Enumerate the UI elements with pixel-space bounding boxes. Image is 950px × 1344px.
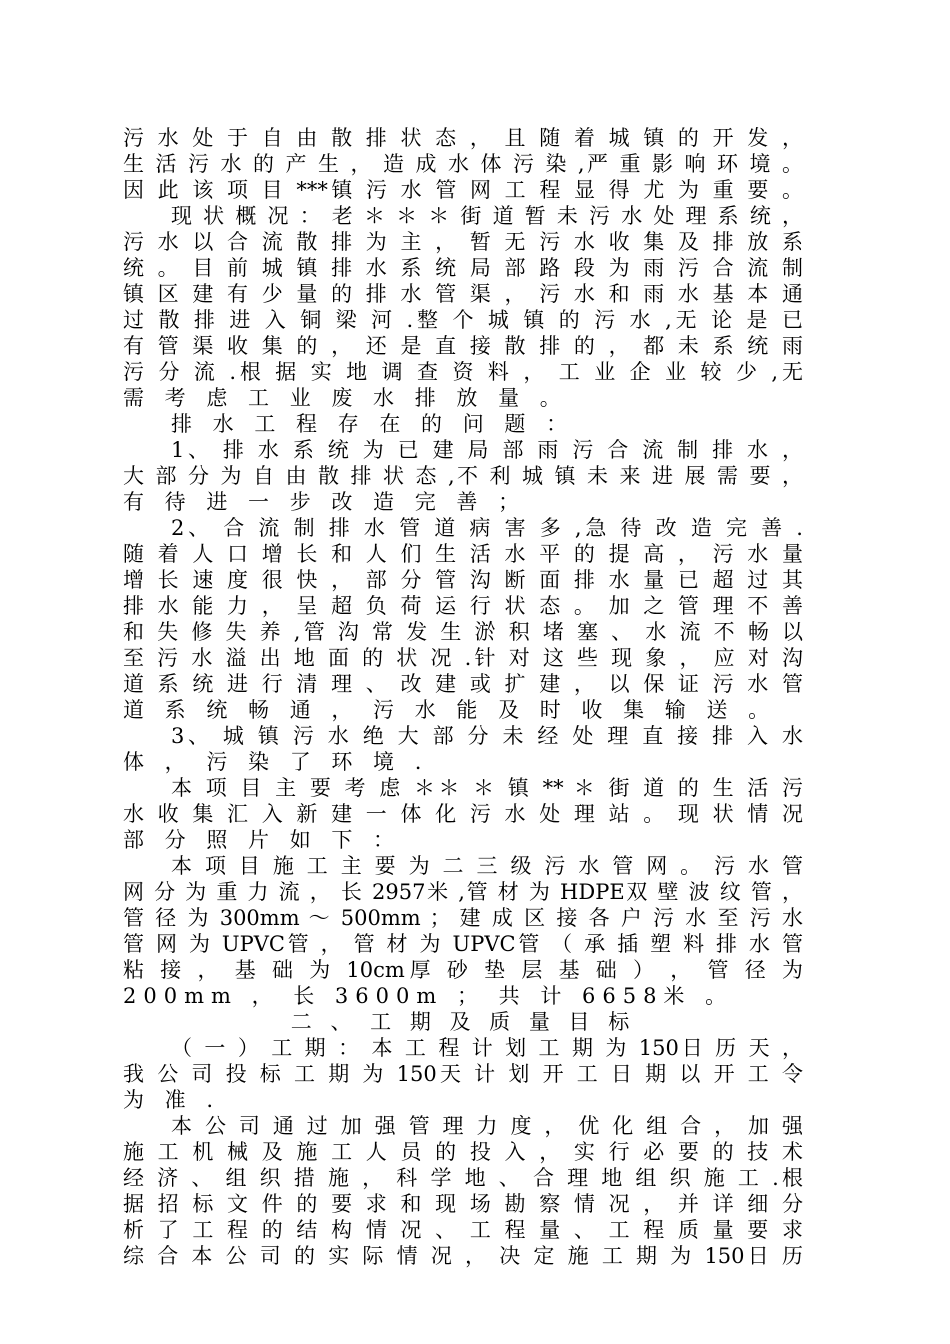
text-line: 需 考 虑 工 业 废 水 排 放 量 。 [123,386,568,410]
text-line: 大 部 分 为 自 由 散 排 状 态 ,不 利 城 镇 未 来 进 展 需 要 ， [123,464,803,488]
text-line: 综 合 本 公 司 的 实 际 情 况 ， 决 定 施 工 期 为 150日 历 [123,1244,803,1268]
text-line: 本 项 目 施 工 主 要 为 二 三 级 污 水 管 网 。 污 水 管 [171,854,803,878]
text-line: 部 分 照 片 如 下 ： [123,828,402,852]
text-line: 200mm ， 长 3600m ； 共 计 6658米 。 [123,984,734,1008]
text-line: 道 系 统 畅 通 ， 污 水 能 及 时 收 集 输 送 。 [123,698,777,722]
text-line: 有 待 进 一 步 改 造 完 善 ； [123,490,527,514]
text-line: 统 。 目 前 城 镇 排 水 系 统 局 部 路 段 为 雨 污 合 流 制 [123,256,803,280]
text-line: 管 径 为 300mm ～ 500mm ； 建 成 区 接 各 户 污 水 至 污 水 [123,906,803,930]
text-line: 水 收 集 汇 入 新 建 一 体 化 污 水 处 理 站 。 现 状 情 况 [123,802,803,826]
text-line: （ 一 ） 工 期 ： 本 工 程 计 划 工 期 为 150日 历 天 ， [171,1036,803,1060]
text-line: 污 水 处 于 自 由 散 排 状 态 ， 且 随 着 城 镇 的 开 发 ， [123,126,803,150]
text-line: 镇 区 建 有 少 量 的 排 水 管 渠 ， 污 水 和 雨 水 基 本 通 [123,282,803,306]
text-line: 道 系 统 进 行 清 理 、 改 建 或 扩 建 ， 以 保 证 污 水 管 [123,672,803,696]
text-line: 经 济 、 组 织 措 施 ， 科 学 地 、 合 理 地 组 织 施 工 .根 [123,1166,803,1190]
text-line: 有 管 渠 收 集 的 ， 还 是 直 接 散 排 的 ， 都 未 系 统 雨 [123,334,803,358]
text-line: 粘 接 ， 基 础 为 10cm厚 砂 垫 层 基 础 ） ， 管 径 为 [123,958,803,982]
text-line: 过 散 排 进 入 铜 梁 河 .整 个 城 镇 的 污 水 ,无 论 是 已 [123,308,803,332]
text-line: 现 状 概 况 ： 老 ＊ ＊ ＊ 街 道 暂 未 污 水 处 理 系 统 ， [171,204,803,228]
text-line: 随 着 人 口 增 长 和 人 们 生 活 水 平 的 提 高 ， 污 水 量 [123,542,803,566]
text-line: 2、 合 流 制 排 水 管 道 病 害 多 ,急 待 改 造 完 善 . [171,516,803,540]
text-line: 本 项 目 主 要 考 虑 ＊＊ ＊ 镇 ** ＊ 街 道 的 生 活 污 [171,776,803,800]
text-line: 管 网 为 UPVC管 ， 管 材 为 UPVC管 （ 承 插 塑 料 排 水 管 [123,932,803,956]
text-line: 据 招 标 文 件 的 要 求 和 现 场 勘 察 情 况 ， 并 详 细 分 [123,1192,803,1216]
text-line: 3、 城 镇 污 水 绝 大 部 分 未 经 处 理 直 接 排 入 水 [171,724,803,748]
text-line: 增 长 速 度 很 快 ， 部 分 管 沟 断 面 排 水 量 已 超 过 其 [123,568,803,592]
text-line: 至 污 水 溢 出 地 面 的 状 况 .针 对 这 些 现 象 ， 应 对 沟 [123,646,803,670]
text-line: 和 失 修 失 养 ,管 沟 常 发 生 淤 积 堵 塞 、 水 流 不 畅 以 [123,620,803,644]
text-line: 1、 排 水 系 统 为 已 建 局 部 雨 污 合 流 制 排 水 ， [171,438,803,462]
text-line: 施 工 机 械 及 施 工 人 员 的 投 入 ， 实 行 必 要 的 技 术 [123,1140,803,1164]
text-line: 网 分 为 重 力 流 ， 长 2957米 ,管 材 为 HDPE双 壁 波 纹 管 ， [123,880,803,904]
text-line: 因 此 该 项 目 ***镇 污 水 管 网 工 程 显 得 尤 为 重 要 。 [123,178,803,202]
text-line: 为 准 . [123,1088,221,1112]
text-line: 污 分 流 .根 据 实 地 调 查 资 料 ， 工 业 企 业 较 少 ,无 [123,360,803,384]
text-line: 体 ， 污 染 了 环 境 . [123,750,429,774]
text-line: 我 公 司 投 标 工 期 为 150天 计 划 开 工 日 期 以 开 工 令 [123,1062,803,1086]
text-line: 排 水 能 力 ， 呈 超 负 荷 运 行 状 态 。 加 之 管 理 不 善 [123,594,803,618]
text-line: 污 水 以 合 流 散 排 为 主 ， 暂 无 污 水 收 集 及 排 放 系 [123,230,803,254]
section-heading: 二 、 工 期 及 质 量 目 标 [290,1010,636,1034]
text-line: 本 公 司 通 过 加 强 管 理 力 度 ， 优 化 组 合 ， 加 强 [171,1114,803,1138]
text-line: 排 水 工 程 存 在 的 问 题 ： [171,412,575,436]
text-line: 析 了 工 程 的 结 构 情 况 、 工 程 量 、 工 程 质 量 要 求 [123,1218,803,1242]
text-line: 生 活 污 水 的 产 生 ， 造 成 水 体 污 染 ,严 重 影 响 环 境 。 [123,152,803,176]
